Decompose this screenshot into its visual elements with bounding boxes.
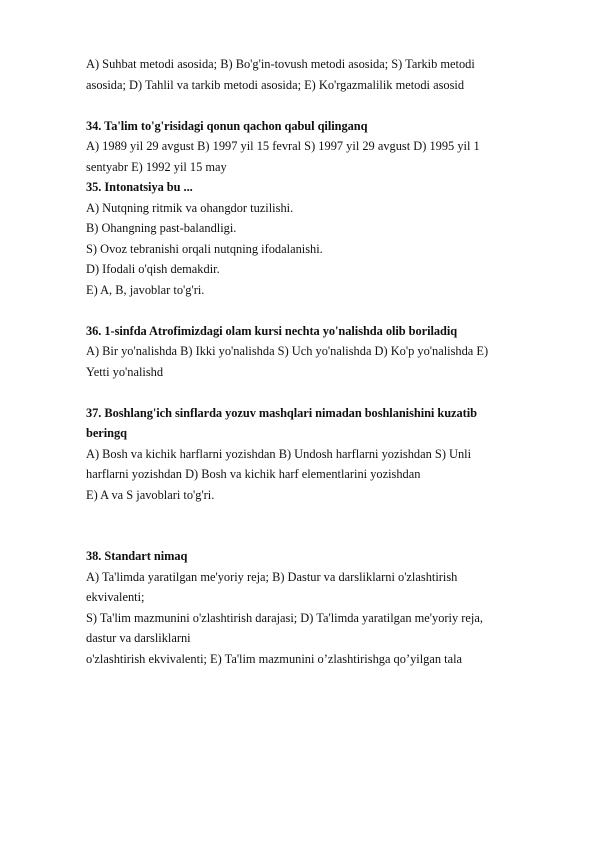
answer-option-b: B) Ohangning past-balandligi. <box>86 221 237 235</box>
answer-line: S) Ta'lim mazmunini o'zlashtirish darajasi; D) Ta'limda yaratilgan me'yoriy reja, <box>86 610 483 625</box>
question-37 <box>86 403 546 506</box>
question-33-tail <box>86 54 546 95</box>
question-title: 35. Intonatsiya bu ... <box>86 180 193 194</box>
document-page <box>86 54 546 669</box>
spacer <box>86 95 546 116</box>
answer-option-e: E) A, B, javoblar to'g'ri. <box>86 282 205 297</box>
question-title: 38. Standart nimaq <box>86 549 188 563</box>
answer-option-d: D) Ifodali o'qish demakdir. <box>86 262 220 276</box>
question-34 <box>86 116 546 178</box>
answer-line: dastur va darsliklarni <box>86 631 191 645</box>
question-35 <box>86 177 546 300</box>
question-38 <box>86 546 546 669</box>
answer-line: A) Bir yo'nalishda B) Ikki yo'nalishda S) Uch yo'nalishda D) Ko'p yo'nalishda E) <box>86 344 489 358</box>
question-title: 34. Ta'lim to'g'risidagi qonun qachon qabul qilinganq <box>86 118 368 133</box>
spacer <box>86 300 546 321</box>
answer-line: ekvivalenti; <box>86 590 145 604</box>
spacer <box>86 505 546 546</box>
answer-option-a: A) Nutqning ritmik va ohangdor tuzilishi. <box>86 200 294 215</box>
answer-line: sentyabr E) 1992 yil 15 may <box>86 159 227 174</box>
answer-line: asosida; D) Tahlil va tarkib metodi asosida; E) Ko'rgazmalilik metodi asosid <box>86 77 465 92</box>
answer-line: A) Suhbat metodi asosida; B) Bo'g'in-tovush metodi asosida; S) Tarkib metodi <box>86 57 475 71</box>
answer-line: o'zlashtirish ekvivalenti; E) Ta'lim mazmunini o’zlashtirishga qo’yilgan tala <box>86 651 463 666</box>
answer-option-s: S) Ovoz tebranishi orqali nutqning ifodalanishi. <box>86 241 323 256</box>
answer-line: A) Bosh va kichik harflarni yozishdan B) Undosh harflarni yozishdan S) Unli <box>86 446 472 461</box>
question-title: 37. Boshlang'ich sinflarda yozuv mashqlari nimadan boshlanishini kuzatib <box>86 405 477 420</box>
answer-line: Yetti yo'nalishd <box>86 364 164 379</box>
question-title-continued: beringq <box>86 426 127 440</box>
answer-line: E) A va S javoblari to'g'ri. <box>86 487 215 502</box>
question-36 <box>86 321 546 383</box>
answer-line: A) 1989 yil 29 avgust B) 1997 yil 15 fevral S) 1997 yil 29 avgust D) 1995 yil 1 <box>86 139 480 153</box>
question-title: 36. 1-sinfda Atrofimizdagi olam kursi nechta yo'nalishda olib boriladiq <box>86 323 458 338</box>
answer-line: A) Ta'limda yaratilgan me'yoriy reja; B) Dastur va darsliklarni o'zlashtirish <box>86 569 458 584</box>
spacer <box>86 382 546 403</box>
answer-line: harflarni yozishdan D) Bosh va kichik harf elementlarini yozishdan <box>86 467 421 481</box>
